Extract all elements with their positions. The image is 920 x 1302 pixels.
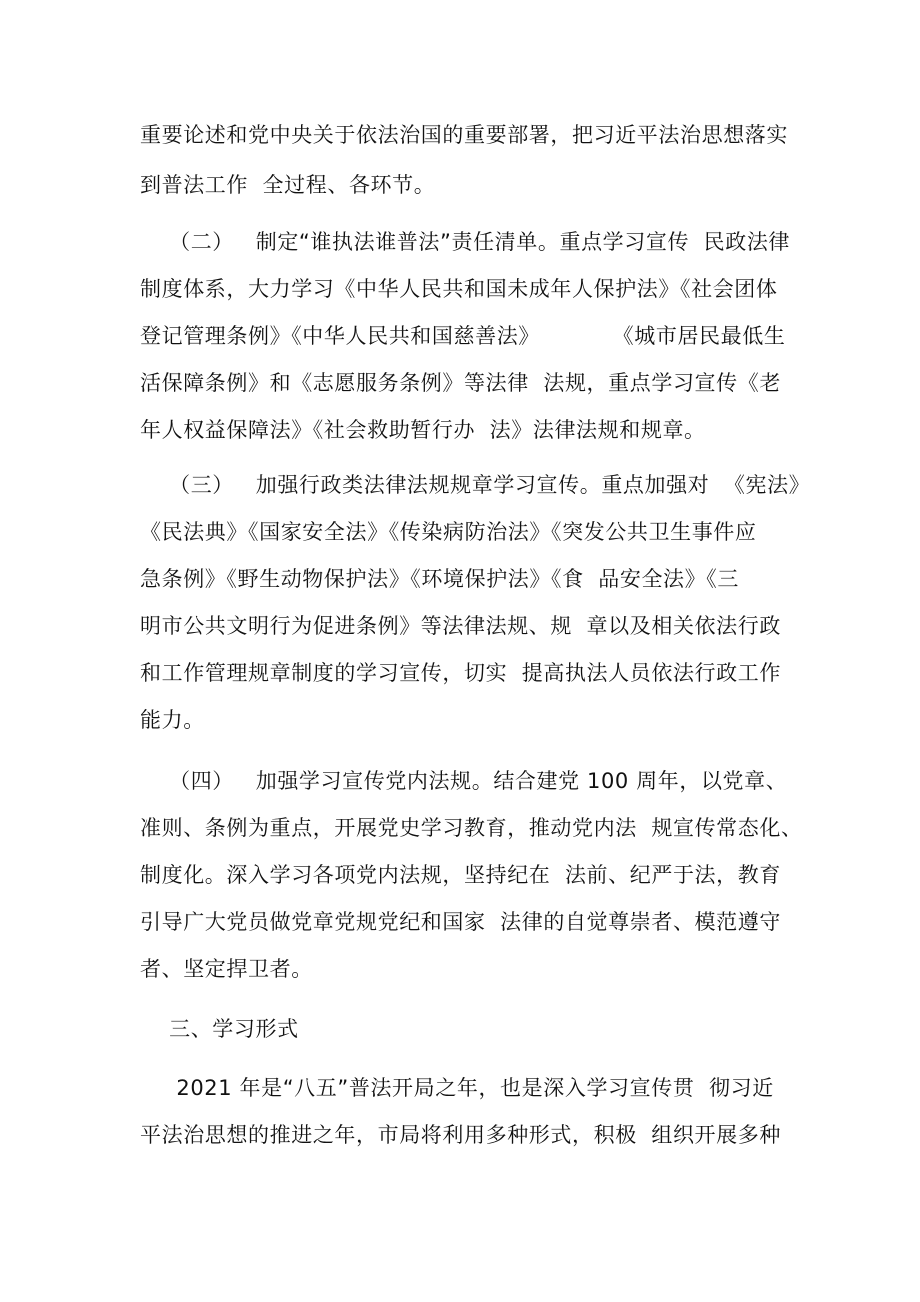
text-line: 平法治思想的推进之年，市局将利用多种形式，积极 组织开展多种 [140, 1123, 781, 1147]
text-line: （四） 加强学习宣传党内法规。结合建党 100 周年，以党章、 [140, 769, 788, 793]
text-line: 准则、条例为重点，开展党史学习教育，推动党内法 规宣传常态化、 [140, 816, 803, 840]
section-heading: 三、学习形式 [140, 1017, 299, 1041]
text-line: （二） 制定“谁执法谁普法”责任清单。重点学习宣传 民政法律 [140, 230, 791, 254]
text-line: 重要论述和党中央关于依法治国的重要部署，把习近平法治思想落实 [140, 123, 788, 147]
text-line: 制度化。深入学习各项党内法规，坚持纪在 法前、纪严于法，教育 [140, 863, 781, 887]
text-line: 和工作管理规章制度的学习宣传，切实 提高执法人员依法行政工作 [140, 661, 781, 685]
text-line: 明市公共文明行为促进条例》等法律法规、规 章以及相关依法行政 [140, 614, 781, 638]
text-line: 年人权益保障法》《社会救助暂行办 法》法律法规和规章。 [140, 418, 706, 442]
text-line: 能力。 [140, 708, 205, 732]
text-line: 引导广大党员做党章党规党纪和国家 法律的自觉尊崇者、模范遵守 [140, 910, 781, 934]
text-line: 到普法工作 全过程、各环节。 [140, 173, 436, 197]
text-line: （三） 加强行政类法律法规规章学习宣传。重点加强对 《宪法》 [140, 473, 811, 497]
text-line: 登记管理条例》《中华人民共和国慈善法》 《城市居民最低生 [140, 324, 786, 348]
text-line: 《民法典》《国家安全法》《传染病防治法》《突发公共卫生事件应 [140, 520, 757, 544]
text-line: 急条例》《野生动物保护法》《环境保护法》《食 品安全法》《三 [140, 567, 739, 591]
text-line: 活保障条例》和《志愿服务条例》等法律 法规，重点学习宣传《老 [140, 371, 781, 395]
text-line: 制度体系，大力学习《中华人民共和国未成年人保护法》《社会团体 [140, 277, 778, 301]
text-line: 者、坚定捍卫者。 [140, 957, 313, 981]
text-line: 2021 年是“八五”普法开局之年，也是深入学习宣传贯 彻习近 [140, 1076, 774, 1100]
